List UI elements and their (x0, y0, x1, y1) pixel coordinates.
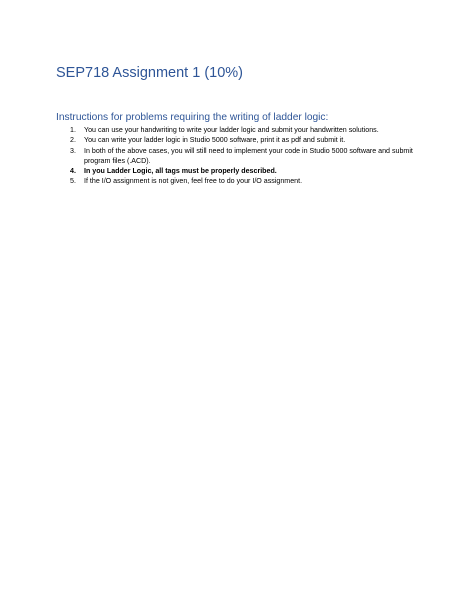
list-item (56, 146, 426, 167)
list-item-number: 3. (70, 146, 76, 155)
list-item-text: If the I/O assignment is not given, feel free to do your I/O assignment. (84, 177, 303, 186)
instructions-list (56, 125, 426, 187)
list-item (56, 125, 426, 135)
list-item-text: You can use your handwriting to write your ladder logic and submit your handwritten solutions. (84, 126, 379, 134)
list-item-text: You can write your ladder logic in Studio 5000 software, print it as pdf and submit it. (84, 136, 346, 145)
list-item (56, 166, 426, 176)
document-title: SEP718 Assignment 1 (10%) (56, 65, 243, 81)
list-item-number: 2. (70, 136, 76, 145)
section-heading: Instructions for problems requiring the writing of ladder logic: (56, 112, 329, 123)
list-item-text: In you Ladder Logic, all tags must be properly described. (84, 167, 277, 176)
list-item-text: In both of the above cases, you will still need to implement your code in Studio 5000 software and submit program files (.ACD). (84, 146, 413, 165)
list-item-number: 5. (70, 177, 76, 186)
list-item-number: 4. (70, 167, 76, 176)
list-item (56, 176, 426, 186)
list-item-number: 1. (70, 126, 76, 134)
list-item (56, 135, 426, 145)
